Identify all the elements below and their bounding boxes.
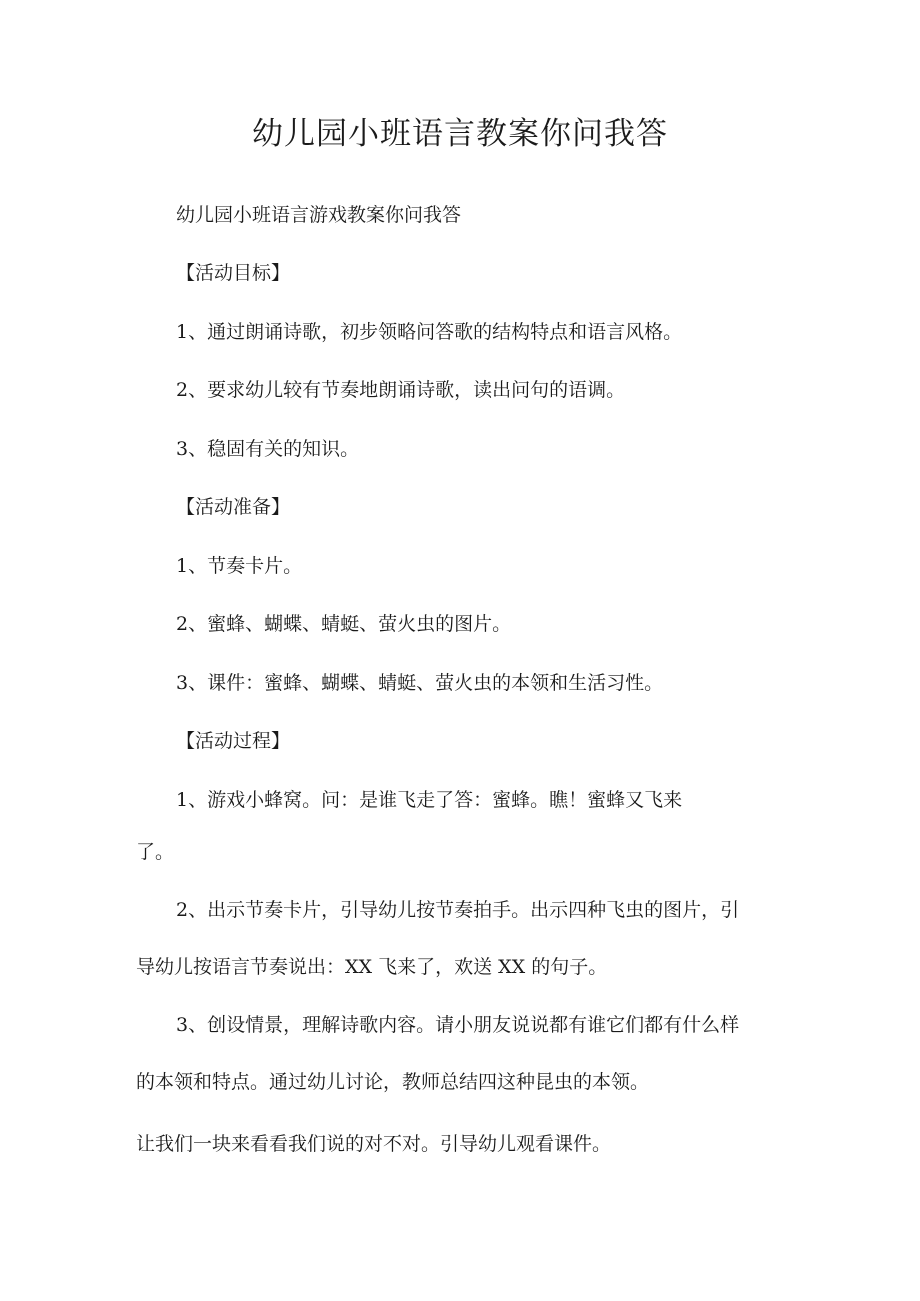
process-paragraph-3-line-2: 的本领和特点。通过幼儿讨论，教师总结四这种昆虫的本领。: [136, 1071, 650, 1093]
preparation-item-3: 3、课件：蜜蜂、蝴蝶、蜻蜓、萤火虫的本领和生活习性。: [176, 672, 664, 694]
process-paragraph-1-line-1: 1、游戏小蜂窝。问：是谁飞走了答：蜜蜂。瞧！蜜蜂又飞来: [176, 789, 683, 811]
process-paragraph-3-line-1: 3、创设情景，理解诗歌内容。请小朋友说说都有谁它们都有什么样: [176, 1014, 740, 1036]
process-paragraph-2-line-2: 导幼儿按语言节奏说出：XX 飞来了，欢送 XX 的句子。: [136, 956, 608, 978]
section-heading-goals: 【活动目标】: [176, 262, 291, 284]
goal-item-1: 1、通过朗诵诗歌，初步领略问答歌的结构特点和语言风格。: [176, 321, 683, 343]
document-subtitle: 幼儿园小班语言游戏教案你问我答: [176, 204, 462, 226]
preparation-item-2: 2、蜜蜂、蝴蝶、蜻蜓、萤火虫的图片。: [176, 613, 512, 635]
process-paragraph-4: 让我们一块来看看我们说的对不对。引导幼儿观看课件。: [136, 1133, 612, 1155]
goal-item-2: 2、要求幼儿较有节奏地朗诵诗歌，读出问句的语调。: [176, 379, 626, 401]
process-paragraph-1-line-2: 了。: [136, 841, 175, 863]
document-title: 幼儿园小班语言教案你问我答: [252, 116, 668, 152]
process-paragraph-2-line-1: 2、出示节奏卡片，引导幼儿按节奏拍手。出示四种飞虫的图片，引: [176, 899, 740, 921]
preparation-item-1: 1、节奏卡片。: [176, 555, 303, 577]
goal-item-3: 3、稳固有关的知识。: [176, 438, 360, 460]
section-heading-preparation: 【活动准备】: [176, 496, 291, 518]
section-heading-process: 【活动过程】: [176, 730, 291, 752]
